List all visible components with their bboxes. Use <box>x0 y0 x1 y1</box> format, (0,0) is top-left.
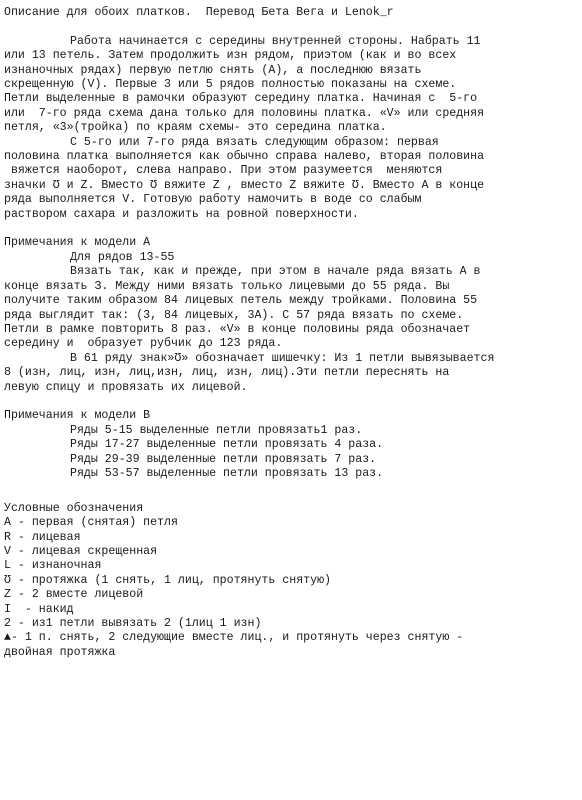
legend-item: I - накид <box>4 602 74 616</box>
model-b-section <box>4 409 578 481</box>
legend-item: R - лицевая <box>4 530 81 544</box>
intro-line: или 7-го ряда схема дана только для половины платка. «V» или средняя <box>4 106 485 120</box>
model-a-line: середину и образует рубчик до 123 ряда. <box>4 337 283 351</box>
spacer <box>4 222 578 236</box>
document-title: Описание для обоих платков. Перевод Бета Вега и Lenok_r <box>4 6 394 19</box>
model-a-line: 8 (изн, лиц, изн, лиц,изн, лиц, изн, лиц).Эти петли переснять на <box>4 366 450 380</box>
model-b-line: Ряды 17-27 выделенные петли провязать 4 раза. <box>70 438 384 452</box>
model-a-line: Петли в рамке повторить 8 раз. «V» в конце половины ряда обозначает <box>4 322 471 336</box>
spacer <box>4 481 578 495</box>
intro-line: петля, «3»(тройка) по краям схемы- это середина платка. <box>4 121 387 135</box>
intro-line: значки Ʊ и Z. Вместо Ʊ вяжите Z , вместо Z вяжите Ʊ. Вместо А в конце <box>4 178 485 192</box>
model-b-line: Ряды 29-39 выделенные петли провязать 7 раз. <box>70 452 377 466</box>
model-a-line: конце вязать З. Между ними вязать только лицевыми до 55 ряда. Вы <box>4 279 450 293</box>
model-b-heading: Примечания к модели В <box>4 409 151 423</box>
legend-heading: Условные обозначения <box>4 501 144 515</box>
intro-line: половина платка выполняется как обычно справа налево, вторая половина <box>4 150 485 164</box>
model-a-rows-label: Для рядов 13-55 <box>70 250 175 264</box>
intro-section <box>4 35 578 222</box>
model-a-line: левую спицу и провязать их лицевой. <box>4 380 248 394</box>
model-a-line: В 61 ряду знак»Ʊ» обозначает шишечку: Из 1 петли вывязывается <box>70 351 495 365</box>
spacer <box>4 20 578 34</box>
legend-item: ▲- 1 п. снять, 2 следующие вместе лиц., и протянуть через снятую - <box>4 631 464 645</box>
spacer <box>4 395 578 409</box>
intro-line: Работа начинается с середины внутренней стороны. Набрать 11 <box>70 34 481 48</box>
intro-line: или 13 петель. Затем продолжить изн рядом, приэтом (как и во всех <box>4 49 457 63</box>
model-a-section <box>4 236 578 394</box>
intro-line: скрещенную (V). Первые 3 или 5 рядов полностью показаны на схеме. <box>4 78 457 92</box>
model-b-line: Ряды 5-15 выделенные петли провязать1 раз. <box>70 423 363 437</box>
model-a-line: ряда выглядит так: (3, 84 лицевых, 3А). С 57 ряда вязать по схеме. <box>4 308 464 322</box>
legend-item: А - первая (снятая) петля <box>4 516 178 530</box>
model-a-line: Вязать так, как и прежде, при этом в начале ряда вязать А в <box>70 265 481 279</box>
model-b-line: Ряды 53-57 выделенные петли провязать 13 раз. <box>70 466 384 480</box>
intro-line: вяжется наоборот, слева направо. При этом разумеется меняются <box>4 164 443 178</box>
legend-item: двойная протяжка <box>4 645 116 659</box>
legend-item: V - лицевая скрещенная <box>4 544 158 558</box>
model-a-line: получите таким образом 84 лицевых петель между тройками. Половина 55 <box>4 294 478 308</box>
intro-line: раствором сахара и разложить на ровной поверхности. <box>4 207 359 221</box>
model-a-heading: Примечания к модели А <box>4 236 151 250</box>
intro-line: Петли выделенные в рамочки образуют середину платка. Начиная с 5-го <box>4 92 478 106</box>
legend-item: Z - 2 вместе лицевой <box>4 588 144 602</box>
legend-item: L - изнаночная <box>4 559 102 573</box>
intro-line: ряда выполняется V. Готовую работу намочить в воде со слабым <box>4 193 422 207</box>
legend-section <box>4 502 578 660</box>
legend-item: 2 - из1 петли вывязать 2 (1лиц 1 изн) <box>4 617 262 630</box>
intro-line: изнаночных рядах) первую петлю снять (А), а последнюю вязать <box>4 63 422 77</box>
intro-line: С 5-го или 7-го ряда вязать следующим образом: первая <box>70 135 439 149</box>
legend-item: Ʊ - протяжка (1 снять, 1 лиц, протянуть снятую) <box>4 573 331 587</box>
